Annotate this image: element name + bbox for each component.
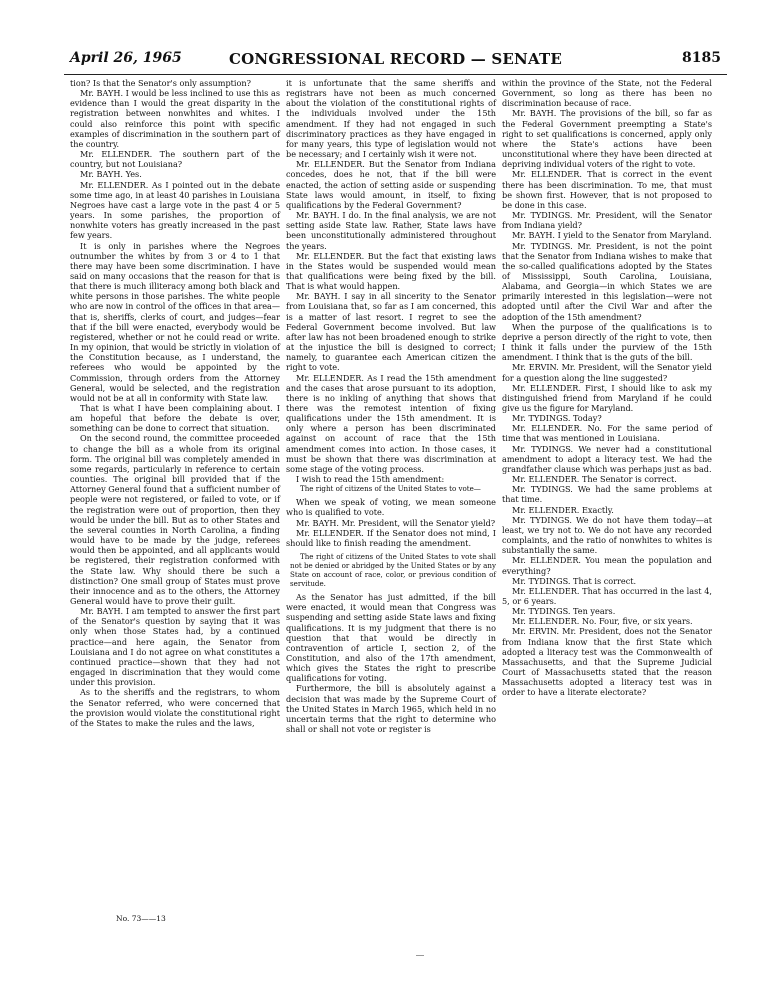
- quoted-text: The right of citizens of the United States to vote—: [300, 484, 481, 494]
- paragraph: When the purpose of the qualifications is to deprive a person directly of the right to vote, then I think it falls under the purview of the 15th amendment. I think that is the guts of the bill.: [502, 321, 712, 363]
- paragraph: tion? Is that the Senator's only assumption?: [70, 78, 252, 88]
- paragraph: On the second round, the committee proceeded to change the bill as a whole from its original form. The original bill was completely amended in some regards, particularly in reference to certain counties. The original bill provided that if the Attorney General found that a sufficient number of people were not registered, or failed to vote, or if the registration were out of proportion, then they would be under the bill. But as to other States and the several counties in North Carolina, a finding would have to be made by the judge, referees would then be appointed, and all applicants would be registered, their registration conformed with the State law. Why should there be such a distinction? One small group of States must prove their innocence and as to the others, the Attorney General would have to prove their guilt.: [70, 433, 280, 606]
- paragraph: Mr. ELLENDER. But the Senator from Indiana concedes, does he not, that if the bill were enacted, the action of setting aside or suspending State laws would amount, in itself, to fixing qualifications by the Federal Government?: [286, 159, 496, 210]
- paragraph: Mr. TYDINGS. We had the same problems at that time.: [502, 484, 712, 505]
- paragraph: That is what I have been complaining about. I am hopeful that before the debate is over, something can be done to correct that situation.: [70, 403, 280, 434]
- paragraph: Mr. BAYH. I would be less inclined to use this as evidence than I would the great disparity in the registration between nonwhites and whites. I could also reinforce this point with specific examples of discrimination in the southern part of the country.: [70, 88, 280, 149]
- page-header: [64, 50, 727, 72]
- paragraph: Mr. ELLENDER. As I read the 15th amendment and the cases that arose pursuant to its adoption, there is no inkling of anything that shows that there was the remotest intention of fixing qualifications under the 15th amendment. It is only where a person has been discriminated against on account of race that the 15th amendment comes into action. In those cases, it must be shown that there was discrimination at some stage of the voting process.: [286, 372, 496, 474]
- paragraph: Mr. ELLENDER. As I pointed out in the debate some time ago, in at least 40 parishes in Louisiana Negroes have cast a large vote in the past 4 or 5 years. In some parishes, the proportion of nonwhite voters has greatly increased in the past few years.: [70, 179, 280, 241]
- paragraph: Mr. BAYH. I do. In the final analysis, we are not setting aside State law. Rather, State laws have been unconstitutionally administered throughout the years.: [286, 210, 496, 251]
- page-number: 8185: [682, 50, 721, 66]
- paragraph: Mr. ELLENDER. No. Four, five, or six years.: [512, 616, 693, 627]
- paragraph: Mr. BAYH. I am tempted to answer the first part of the Senator's question by saying that it was only when those States had, by a continued practice—and here again, the Senator from Louisiana and I do not agree on what constitutes a continued practice—shown that they had not engaged in discrimination that they would come under this provision.: [70, 606, 280, 688]
- paragraph: it is unfortunate that the same sheriffs and registrars have not been as much concerned about the violation of the constitutional rights of the individuals involved under the 15th amendment. If they had not engaged in such discriminatory practices as they have engaged in for many years, this type of legislation would not be necessary; and I certainly wish it were not.: [286, 78, 496, 160]
- paragraph: Mr. ELLENDER. If the Senator does not mind, I should like to finish reading the amendment.: [286, 527, 496, 548]
- paragraph: Mr. ELLENDER. That is correct in the event there has been discrimination. To me, that must be shown first. However, that is not proposed to be done in this case.: [502, 169, 712, 210]
- paragraph: Mr. TYDINGS. Today?: [512, 413, 602, 424]
- paragraph: As to the sheriffs and the registrars, to whom the Senator referred, who were concerned that the provision would violate the constitutional right of the States to make the rules and the laws,: [70, 687, 280, 728]
- quoted-text: The right of citizens of the United States to vote shall not be denied or abridged by the United States or by any State on account of race, color, or previous condition of servitude.: [290, 552, 496, 589]
- text-column-3: [502, 78, 712, 918]
- page-mark: [416, 955, 424, 956]
- paragraph: Mr. TYDINGS. Mr. President, will the Senator from Indiana yield?: [502, 210, 712, 231]
- paragraph: Mr. ELLENDER. The southern part of the country, but not Louisiana?: [70, 149, 280, 170]
- paragraph: Furthermore, the bill is absolutely against a decision that was made by the Supreme Court of the United States in March 1965, which held in no uncertain terms that the right to determine who shall or shall not vote or register is: [286, 683, 496, 735]
- paragraph: Mr. ERVIN. Mr. President, does not the Senator from Indiana know that the first State which adopted a literacy test was the Commonwealth of Massachusetts, and that the Supreme Judicial Court of Massachusetts stated that the reason Massachusetts adopted a literacy test was in order to have a literate electorate?: [502, 626, 712, 698]
- text-column-1: [70, 78, 280, 908]
- paragraph: When we speak of voting, we mean someone who is qualified to vote.: [286, 497, 496, 518]
- paragraph: I wish to read the 15th amendment:: [296, 474, 445, 485]
- paragraph: Mr. BAYH. I say in all sincerity to the Senator from Louisiana that, so far as I am concerned, this is a matter of last resort. I regret to see the Federal Government become involved. But law after law has not been broadened enough to strike at the injustice the bill is designed to correct; namely, to guarantee each American citizen the right to vote.: [286, 291, 496, 373]
- paragraph: within the province of the State, not the Federal Government, so long as there has been no discrimination because of race.: [502, 78, 712, 109]
- header-rule: [64, 74, 727, 75]
- paragraph: Mr. TYDINGS. Mr. President, is not the point that the Senator from Indiana wishes to make that the so-called qualifications adopted by the States of Mississippi, South Carolina, Louisiana, Alabama, and Georgia—in which States we are primarily interested in this legislation—were not adopted until after the Civil War and after the adoption of the 15th amendment?: [502, 240, 712, 322]
- paragraph: Mr. TYDINGS. We do not have them today—at least, we try not to. We do not have any recorded complaints, and the ratio of nonwhites to whites is substantially the same.: [502, 514, 712, 556]
- paragraph: Mr. ELLENDER. That has occurred in the last 4, 5, or 6 years.: [502, 585, 712, 606]
- paragraph: Mr. BAYH. I yield to the Senator from Maryland.: [512, 230, 712, 241]
- paragraph: Mr. BAYH. The provisions of the bill, so far as the Federal Government preempting a State's right to set qualifications is concerned, apply only where the State's actions have been unconstitutional where they have been directed at depriving individual voters of the right to vote.: [502, 108, 712, 170]
- paragraph: Mr. BAYH. Yes.: [80, 169, 142, 180]
- paragraph: Mr. ELLENDER. The Senator is correct.: [512, 474, 677, 485]
- masthead: CONGRESSIONAL RECORD — SENATE: [229, 50, 562, 68]
- paragraph: Mr. ELLENDER. Exactly.: [512, 504, 614, 515]
- paragraph: Mr. BAYH. Mr. President, will the Senator yield?: [296, 517, 496, 528]
- paragraph: Mr. ELLENDER. No. For the same period of time that was mentioned in Louisiana.: [502, 423, 712, 444]
- paragraph: Mr. ELLENDER. You mean the population and everything?: [502, 555, 712, 576]
- paragraph: Mr. TYDINGS. We never had a constitutional amendment to adopt a literacy test. We had the grandfather clause which was perhaps just as bad.: [502, 443, 712, 474]
- paragraph: Mr. ELLENDER. First, I should like to ask my distinguished friend from Maryland if he could give us the figure for Maryland.: [502, 382, 712, 413]
- paragraph: Mr. ERVIN. Mr. President, will the Senator yield for a question along the line suggested?: [502, 362, 712, 383]
- issue-date: April 26, 1965: [70, 50, 182, 66]
- paragraph: As the Senator has just admitted, if the bill were enacted, it would mean that Congress was suspending and setting aside State laws and fixing qualifications. It is my judgment that there is no question that that would be directly in contravention of article I, section 2, of the Constitution, and also of the 17th amendment, which gives the States the right to prescribe qualifications for voting.: [286, 592, 496, 684]
- paragraph: Mr. TYDINGS. That is correct.: [512, 575, 637, 586]
- issue-number: No. 73——13: [116, 914, 166, 923]
- paragraph: It is only in parishes where the Negroes outnumber the whites by from 3 or 4 to 1 that there may have been some discrimination. I have said on many occasions that the reason for that is that there is much illiteracy among both black and white persons in those parishes. The white people who are now in control of the offices in that area—that is, sheriffs, clerks of court, and judges—fear that if the bill were enacted, everybody would be registered, whether or not he could read or write. In my opinion, that would be strictly in violation of the Constitution because, as I understand, the referees who would be appointed by the Commission, through orders from the Attorney General, would be selected, and the registration would not be at all in conformity with State law.: [70, 240, 280, 403]
- paragraph: Mr. TYDINGS. Ten years.: [512, 606, 616, 617]
- paragraph: Mr. ELLENDER. But the fact that existing laws in the States would be suspended would mean that qualifications were being fixed by the bill. That is what would happen.: [286, 250, 496, 292]
- text-column-2: [286, 78, 496, 938]
